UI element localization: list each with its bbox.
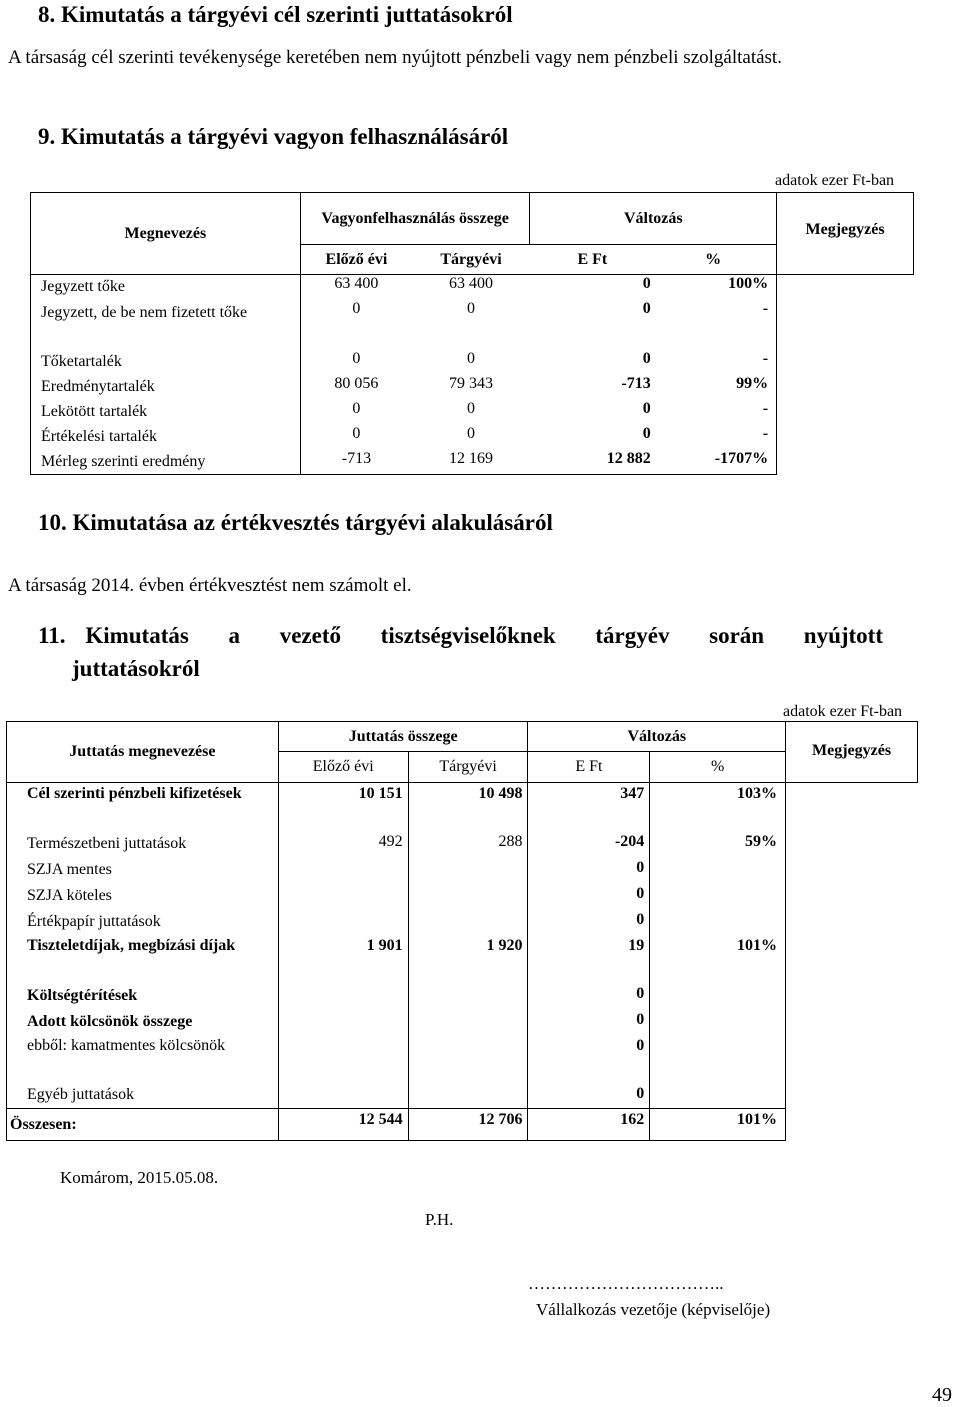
cell-pct: 100% xyxy=(655,275,777,300)
cell-name: Értékpapír juttatások xyxy=(7,909,279,935)
col-header-pct: % xyxy=(650,752,786,783)
section-11-title: 11. Kimutatás a vezető tisztségviselőknek tárgyév során nyújtott xyxy=(38,623,883,648)
cell-curr xyxy=(408,1035,528,1083)
cell-name: Adott kölcsönök összege xyxy=(7,1009,279,1035)
cell-curr: 63 400 xyxy=(449,275,494,292)
cell-pct: - xyxy=(655,300,777,350)
cell-curr: 0 xyxy=(467,399,476,417)
page-number: 49 xyxy=(932,1384,952,1406)
cell-eft: 0 xyxy=(528,1035,650,1083)
cell-prev: 10 151 xyxy=(278,783,408,831)
cell-prev xyxy=(278,983,408,1009)
cell-name: Jegyzett tőke xyxy=(31,275,301,300)
cell-eft: 0 xyxy=(528,1009,650,1035)
cell-eft: 162 xyxy=(528,1109,650,1141)
cell-name: Költségtérítések xyxy=(7,983,279,1009)
cell-eft: 0 xyxy=(528,883,650,909)
cell-pct: - xyxy=(655,400,777,425)
cell-curr: 288 xyxy=(408,831,528,857)
cell-prev xyxy=(278,1009,408,1035)
col-header-curr: Tárgyévi xyxy=(412,245,530,275)
cell-name: Összesen: xyxy=(7,1109,279,1141)
cell-eft: 0 xyxy=(528,1083,650,1109)
cell-prev: 63 400 xyxy=(334,275,379,292)
cell-eft: 0 xyxy=(528,983,650,1009)
cell-pct: 101% xyxy=(650,1109,786,1141)
cell-prev: 492 xyxy=(278,831,408,857)
cell-curr: 0 xyxy=(467,299,476,317)
cell-pct xyxy=(650,983,786,1009)
col-header-note: Megjegyzés xyxy=(786,722,918,783)
cell-eft: 0 xyxy=(642,349,651,367)
cell-name: Jegyzett, de be nem fizetett tőke xyxy=(31,300,301,350)
cell-prev: 0 xyxy=(352,299,361,317)
table-row xyxy=(7,1009,918,1035)
section-8-title: 8. Kimutatás a tárgyévi cél szerinti juttatásokról xyxy=(38,2,513,27)
cell-eft: 0 xyxy=(642,299,651,317)
cell-eft: 347 xyxy=(528,783,650,831)
section-10-title: 10. Kimutatása az értékvesztés tárgyévi alakulásáról xyxy=(38,510,553,535)
cell-curr: 12 169 xyxy=(412,450,530,475)
table-row xyxy=(7,1109,918,1141)
stamp-label: P.H. xyxy=(425,1210,454,1229)
col-header-note: Megjegyzés xyxy=(777,193,914,275)
col-header-change: Változás xyxy=(530,193,777,245)
table-row xyxy=(31,450,914,475)
col-header-prev: Előző évi xyxy=(278,752,408,783)
signature-line: …………………………….. xyxy=(528,1274,724,1293)
cell-curr xyxy=(408,1083,528,1109)
table-row xyxy=(31,425,914,450)
cell-prev: 80 056 xyxy=(334,374,379,392)
benefits-table xyxy=(6,721,918,1141)
cell-name: Mérleg szerinti eredmény xyxy=(31,450,301,475)
cell-pct xyxy=(650,883,786,909)
cell-curr: 79 343 xyxy=(449,374,494,392)
table-row xyxy=(7,909,918,935)
table-row xyxy=(7,831,918,857)
cell-name: Egyéb juttatások xyxy=(7,1083,279,1109)
cell-prev: 0 xyxy=(352,399,361,417)
col-header-curr: Tárgyévi xyxy=(408,752,528,783)
cell-pct: 99% xyxy=(655,375,777,400)
signer-label: Vállalkozás vezetője (képviselője) xyxy=(536,1300,771,1319)
cell-curr: 0 xyxy=(467,424,476,442)
col-header-pct: % xyxy=(655,245,777,275)
cell-curr: 0 xyxy=(467,349,476,367)
section-11-title-line2: juttatásokról xyxy=(72,656,200,681)
cell-prev: 0 xyxy=(352,424,361,442)
cell-name: Tiszteletdíjak, megbízási díjak xyxy=(7,935,279,983)
table-row xyxy=(31,375,914,400)
cell-eft: -713 xyxy=(621,374,651,392)
cell-pct: 103% xyxy=(650,783,786,831)
cell-name: Értékelési tartalék xyxy=(31,425,301,450)
section-8-text: A társaság cél szerinti tevékenysége keretében nem nyújtott pénzbeli vagy nem pénzbeli szolgáltatást. xyxy=(8,47,782,68)
cell-name: Tőketartalék xyxy=(31,350,301,375)
cell-pct: - xyxy=(655,425,777,450)
table-row xyxy=(31,300,914,350)
cell-prev: 1 901 xyxy=(278,935,408,983)
section-9-title: 9. Kimutatás a tárgyévi vagyon felhasználásáról xyxy=(38,124,509,149)
col-header-change: Változás xyxy=(528,722,786,752)
table-row xyxy=(7,783,918,831)
cell-eft: 0 xyxy=(528,857,650,883)
section-9-unit-note: adatok ezer Ft-ban xyxy=(775,172,895,189)
cell-prev xyxy=(278,1083,408,1109)
col-header-eft: E Ft xyxy=(528,752,650,783)
cell-name: Eredménytartalék xyxy=(31,375,301,400)
asset-use-table xyxy=(30,192,914,475)
cell-pct: 59% xyxy=(650,831,786,857)
cell-curr xyxy=(408,1009,528,1035)
place-date: Komárom, 2015.05.08. xyxy=(60,1168,219,1187)
col-header-name: Megnevezés xyxy=(31,193,301,275)
cell-pct xyxy=(650,1035,786,1083)
table-row xyxy=(7,1083,918,1109)
cell-prev xyxy=(278,1035,408,1083)
cell-pct xyxy=(650,909,786,935)
cell-curr xyxy=(408,909,528,935)
cell-curr xyxy=(408,883,528,909)
cell-name: ebből: kamatmentes kölcsönök xyxy=(7,1035,279,1083)
table-row xyxy=(7,857,918,883)
cell-eft: 0 xyxy=(642,399,651,417)
cell-pct xyxy=(650,1009,786,1035)
cell-pct xyxy=(650,857,786,883)
table-row xyxy=(7,1035,918,1083)
col-header-name: Juttatás megnevezése xyxy=(7,722,279,783)
table-row xyxy=(31,275,914,300)
cell-pct xyxy=(650,1083,786,1109)
cell-name: SZJA mentes xyxy=(7,857,279,883)
cell-pct: -1707% xyxy=(655,450,777,475)
col-header-asset-use: Vagyonfelhasználás összege xyxy=(300,193,530,245)
cell-prev xyxy=(278,857,408,883)
cell-prev: 0 xyxy=(352,349,361,367)
section-10-text: A társaság 2014. évben értékvesztést nem számolt el. xyxy=(8,575,412,596)
cell-prev: 12 544 xyxy=(278,1109,408,1141)
cell-name: Lekötött tartalék xyxy=(31,400,301,425)
cell-curr: 10 498 xyxy=(408,783,528,831)
cell-eft: -204 xyxy=(528,831,650,857)
cell-curr xyxy=(408,983,528,1009)
cell-prev xyxy=(278,909,408,935)
cell-eft: 12 882 xyxy=(530,450,655,475)
cell-name: Cél szerinti pénzbeli kifizetések xyxy=(7,783,279,831)
table-row xyxy=(7,983,918,1009)
cell-prev xyxy=(278,883,408,909)
cell-eft: 0 xyxy=(642,424,651,442)
table-row xyxy=(7,935,918,983)
cell-pct: 101% xyxy=(650,935,786,983)
cell-curr xyxy=(408,857,528,883)
cell-eft: 0 xyxy=(642,275,651,292)
cell-pct: - xyxy=(655,350,777,375)
cell-name: SZJA köteles xyxy=(7,883,279,909)
col-header-amount: Juttatás összege xyxy=(278,722,528,752)
table-row xyxy=(31,350,914,375)
section-11-unit-note: adatok ezer Ft-ban xyxy=(783,703,903,720)
table-row xyxy=(31,400,914,425)
cell-name: Természetbeni juttatások xyxy=(7,831,279,857)
cell-eft: 19 xyxy=(528,935,650,983)
cell-curr: 1 920 xyxy=(408,935,528,983)
col-header-prev: Előző évi xyxy=(300,245,412,275)
table-row xyxy=(7,883,918,909)
cell-prev: -713 xyxy=(300,450,412,475)
col-header-eft: E Ft xyxy=(530,245,655,275)
cell-curr: 12 706 xyxy=(408,1109,528,1141)
cell-eft: 0 xyxy=(528,909,650,935)
